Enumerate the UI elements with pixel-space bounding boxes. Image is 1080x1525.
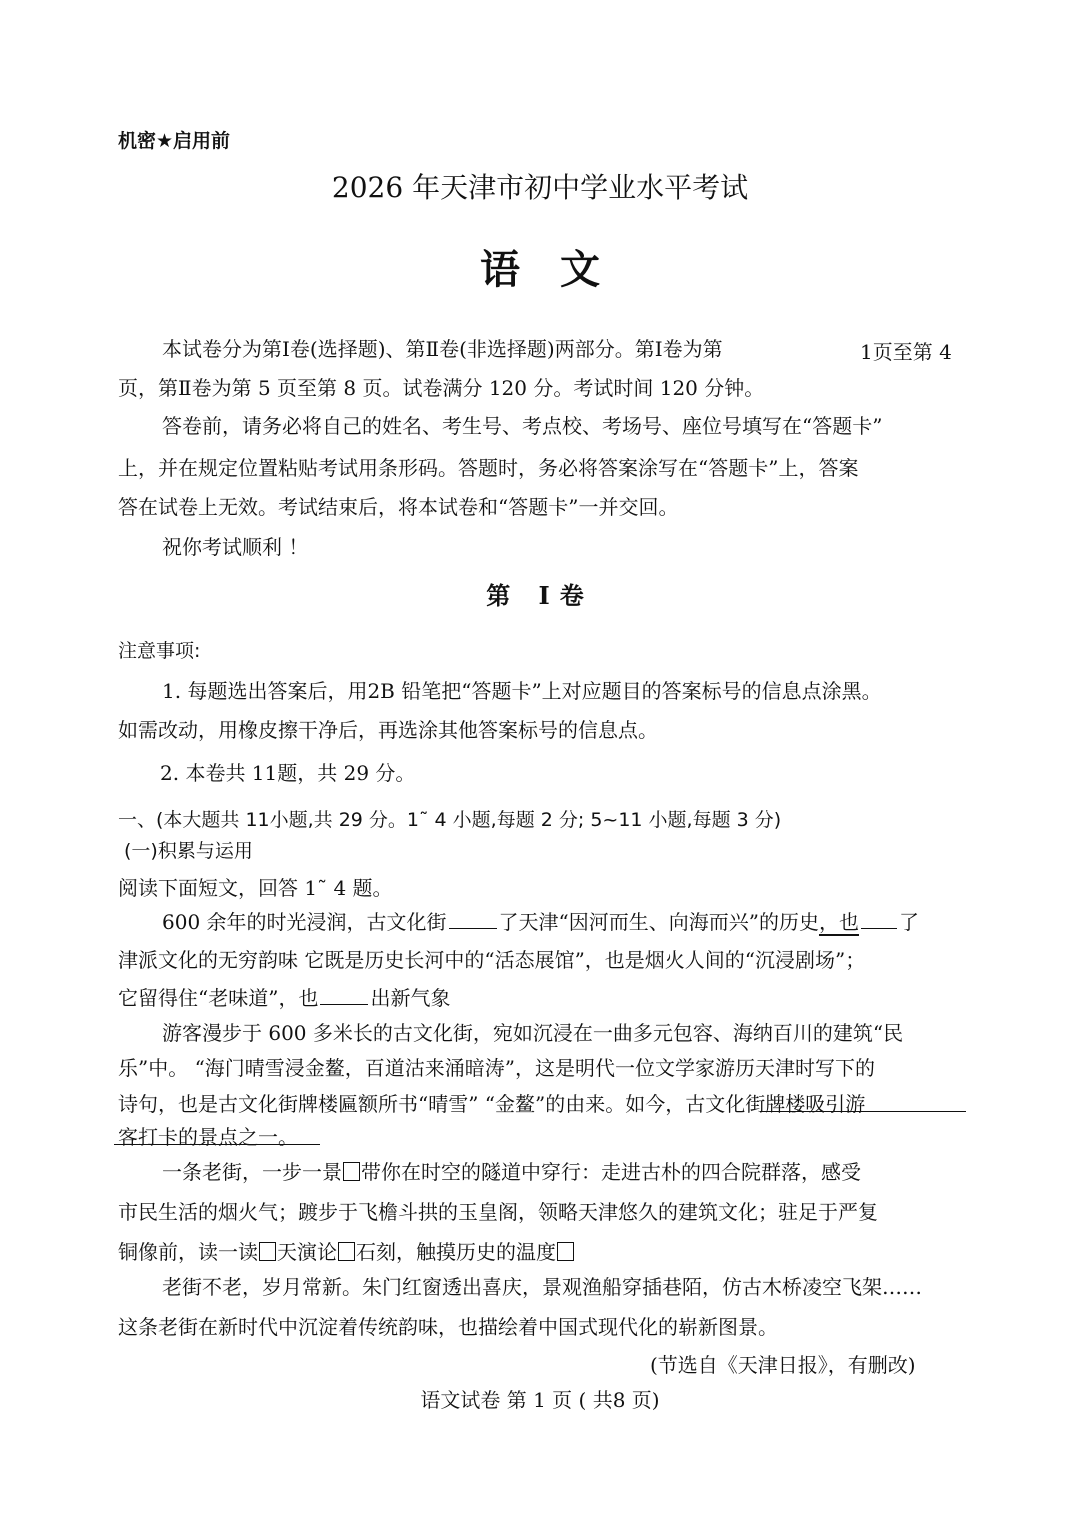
- punctuation-box-2: [259, 1242, 276, 1261]
- page-footer: 语文试卷 第 1 页 ( 共8 页): [420, 1388, 660, 1412]
- punctuation-box-4: [557, 1242, 574, 1261]
- passage-p1-line1-d: 了: [898, 910, 919, 934]
- passage-p1-line1-a: 600 余年的时光浸润，古文化街: [162, 910, 447, 934]
- intro-p3-wish: 祝你考试顺利 ！: [162, 535, 309, 559]
- notes-heading: 注意事项:: [118, 640, 201, 662]
- passage-p3-line2: 市民生活的烟火气；踱步于飞檐斗拱的玉皇阁，领略天津悠久的建筑文化；驻足于严复: [118, 1200, 878, 1224]
- passage-p3-line3-a: 铜像前，读一读: [118, 1240, 258, 1264]
- intro-p1-line2: 页，第Ⅱ卷为第 5 页至第 8 页。试卷满分 120 分。考试时间 120 分钟。: [118, 376, 765, 400]
- notes-item1-line2: 如需改动，用橡皮擦干净后，再选涂其他答案标号的信息点。: [118, 718, 658, 742]
- passage-p2-line3-a: 诗句，也是古文化街牌楼匾额所书“晴雪” “金鳌”的由来。如今，: [118, 1092, 686, 1116]
- passage-p1-line2: 津派文化的无穷韵味 它既是历史长河中的“活态展馆”，也是烟火人间的“沉浸剧场”；: [118, 948, 866, 972]
- intro-p2-line3: 答在试卷上无效。考试结束后，将本试卷和“答题卡”一并交回。: [118, 495, 679, 519]
- passage-p4-line2: 这条老街在新时代中沉淀着传统韵味，也描绘着中国式现代化的崭新图景。: [118, 1315, 778, 1339]
- passage-p2-line3: [118, 1088, 865, 1117]
- passage-p1-line1-b: 了天津“因河而生、向海而兴”的历史: [498, 910, 819, 934]
- notes-item1-line1: 1. 每题选出答案后，用2B 铅笔把“答题卡”上对应题目的答案标号的信息点涂黑。: [162, 679, 882, 703]
- passage-p3-line1: [162, 1156, 861, 1185]
- exam-title: 2026 年天津市初中学业水平考试: [331, 171, 749, 204]
- underlined-sentence-part2: 客打卡的景点之一。: [118, 1125, 298, 1149]
- passage-p1-line3: [118, 982, 450, 1011]
- subject-title: 语文: [480, 246, 640, 293]
- section-instruction: 阅读下面短文，回答 1˜ 4 题。: [118, 876, 393, 900]
- passage-p3-line3-b: 天演论: [277, 1240, 337, 1264]
- passage-p4-line1: 老街不老，岁月常新。朱门红窗透出喜庆，景观渔船穿插巷陌，仿古木桥凌空飞架……: [162, 1275, 922, 1299]
- section-subheading: (一)积累与运用: [124, 840, 253, 862]
- passage-p2-line2: 乐”中。 “海门晴雪浸金鳌，百道沽来涌暗涛”，这是明代一位文学家游历天津时写下的: [118, 1056, 876, 1080]
- volume-title: 第 Ⅰ卷: [486, 581, 594, 610]
- passage-p3-line3: [118, 1236, 575, 1265]
- confidential-label: 机密★启用前: [118, 130, 231, 152]
- punctuation-box-1: [343, 1162, 360, 1181]
- passage-p2-line1: 游客漫步于 600 多米长的古文化街，宛如沉浸在一曲多元包容、海纳百川的建筑“民: [162, 1021, 904, 1045]
- passage-p3-line1-b: 带你在时空的隧道中穿行：走进古朴的四合院群落，感受: [361, 1160, 861, 1184]
- answer-blank-1: [449, 910, 497, 929]
- intro-p2-line1: 答卷前，请务必将自己的姓名、考生号、考点校、考场号、座位号填写在“答题卡”: [162, 414, 883, 438]
- answer-blank-2: [861, 910, 897, 929]
- passage-p1-line3-b: 出新气象: [370, 986, 451, 1010]
- passage-p3-line3-c: 石刻，触摸历史的温度: [356, 1240, 556, 1264]
- passage-p1-line3-a: 它留得住“老味道”，也: [118, 986, 319, 1010]
- sentence-underline-1: [760, 1111, 966, 1112]
- section-heading: 一、(本大题共 11小题,共 29 分。1˜ 4 小题,每题 2 分; 5~11 小题,每题 3 分): [118, 809, 782, 831]
- passage-p1-line1: [162, 906, 919, 935]
- intro-p2-line2: 上，并在规定位置粘贴考试用条形码。答题时，务必将答案涂写在“答题卡”上，答案: [118, 456, 859, 480]
- notes-item2: 2. 本卷共 11题，共 29 分。: [160, 761, 416, 785]
- punctuation-box-3: [338, 1242, 355, 1261]
- passage-source: (节选自《天津日报》，有删改): [650, 1353, 916, 1377]
- passage-p3-line1-a: 一条老街，一步一景: [162, 1160, 342, 1184]
- sentence-underline-2: [114, 1144, 320, 1145]
- passage-p1-line1-c: ，也: [818, 910, 859, 934]
- intro-p1-line1-a: 本试卷分为第Ⅰ卷(选择题)、第Ⅱ卷(非选择题)两部分。第Ⅰ卷为第: [162, 337, 723, 361]
- intro-p1-line1-b: 1页至第 4: [860, 340, 952, 364]
- underlined-sentence-part1: 古文化街牌楼吸引游: [685, 1092, 866, 1116]
- answer-blank-3: [320, 986, 368, 1005]
